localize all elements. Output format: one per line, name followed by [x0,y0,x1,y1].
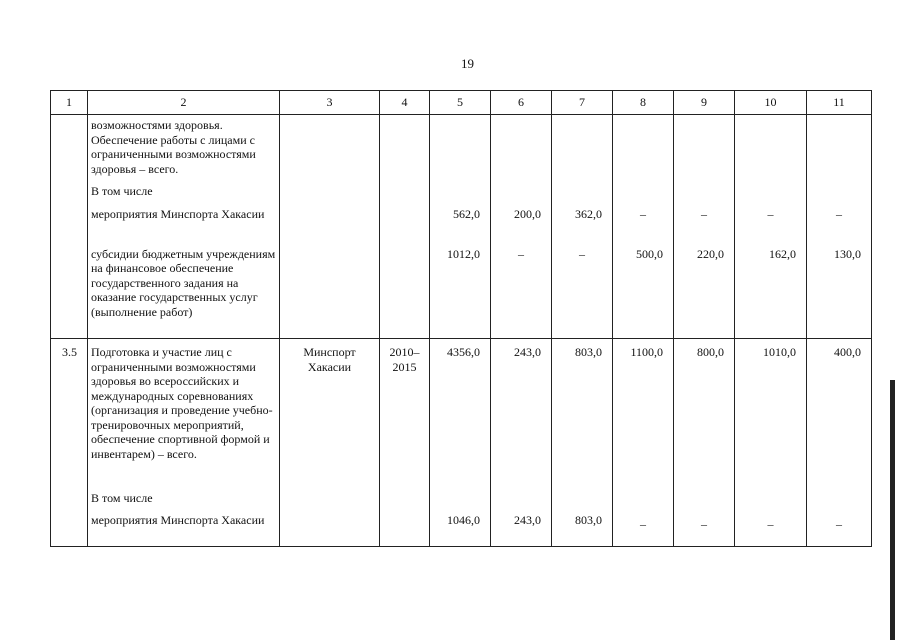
row-value: 162,0 [735,243,807,339]
row-value [807,115,872,179]
column-header: 4 [380,91,430,115]
row-value: 562,0 [430,205,491,243]
row-value [807,179,872,205]
row-value: 1100,0 [613,339,674,487]
row-value: – [735,205,807,243]
row-value [674,179,735,205]
row-value: 362,0 [552,205,613,243]
row-value [807,487,872,511]
column-header: 2 [88,91,280,115]
row-value: – [735,511,807,547]
row-value: – [674,205,735,243]
table-row [51,243,872,339]
row-value [430,115,491,179]
row-period [380,487,430,511]
column-header: 5 [430,91,491,115]
row-number [51,243,88,339]
row-value [735,487,807,511]
row-number [51,511,88,547]
row-value: 4356,0 [430,339,491,487]
row-executor: Минспорт Хакасии [280,339,380,487]
row-value [613,115,674,179]
row-value [735,179,807,205]
table-row [51,179,872,205]
row-value [491,487,552,511]
row-value: 1046,0 [430,511,491,547]
row-name: мероприятия Минспорта Хакасии [88,205,280,243]
table-row [51,205,872,243]
row-value: 400,0 [807,339,872,487]
row-number [51,205,88,243]
column-header: 9 [674,91,735,115]
row-value: 1010,0 [735,339,807,487]
table-row [51,339,872,487]
row-value: – [613,205,674,243]
table-header-row [51,91,872,115]
row-number [51,179,88,205]
row-number [51,487,88,511]
column-header: 3 [280,91,380,115]
column-header: 10 [735,91,807,115]
table-row [51,487,872,511]
row-value: 200,0 [491,205,552,243]
row-executor [280,205,380,243]
row-executor [280,487,380,511]
row-value: 800,0 [674,339,735,487]
row-name: Подготовка и участие лиц с ограниченными возможностями здоровья во всероссийских и международных соревнованиях (организация и проведение учебно-тренировочных мероприятий, обеспечение спортивной формой и инвентарем) – всего. [88,339,280,487]
row-number: 3.5 [51,339,88,487]
row-period [380,115,430,179]
row-value: 130,0 [807,243,872,339]
row-value [674,115,735,179]
row-value [491,179,552,205]
table-row [51,115,872,179]
row-number [51,115,88,179]
row-value: – [491,243,552,339]
row-name: субсидии бюджетным учреждениям на финансовое обеспечение государственного задания на оказание государственных услуг (выполнение работ) [88,243,280,339]
row-value: 243,0 [491,339,552,487]
row-period: 2010–2015 [380,339,430,487]
row-name: В том числе [88,179,280,205]
row-period [380,179,430,205]
page-number: 19 [461,56,474,71]
row-value [735,115,807,179]
column-header: 11 [807,91,872,115]
row-value [613,487,674,511]
row-executor [280,243,380,339]
row-value: – [674,511,735,547]
row-value [552,115,613,179]
row-value [552,487,613,511]
row-period [380,205,430,243]
row-value: 803,0 [552,339,613,487]
column-header: 1 [51,91,88,115]
row-period [380,511,430,547]
table-row [51,511,872,547]
row-name: мероприятия Минспорта Хакасии [88,511,280,547]
row-executor [280,115,380,179]
column-header: 7 [552,91,613,115]
row-executor [280,179,380,205]
row-value: 220,0 [674,243,735,339]
row-value: 500,0 [613,243,674,339]
row-value [430,487,491,511]
row-value [613,179,674,205]
program-table [50,90,872,547]
row-value: – [552,243,613,339]
scan-edge-mark [890,380,895,640]
row-name: возможностями здоровья. Обеспечение работы с лицами с ограниченными возможностями здоровья – всего. [88,115,280,179]
row-value [430,179,491,205]
row-value: – [613,511,674,547]
row-name: В том числе [88,487,280,511]
row-value: 803,0 [552,511,613,547]
row-value: – [807,205,872,243]
row-value: 1012,0 [430,243,491,339]
row-value: – [807,511,872,547]
row-value [491,115,552,179]
column-header: 8 [613,91,674,115]
row-value [552,179,613,205]
row-executor [280,511,380,547]
row-value [674,487,735,511]
column-header: 6 [491,91,552,115]
row-period [380,243,430,339]
row-value: 243,0 [491,511,552,547]
